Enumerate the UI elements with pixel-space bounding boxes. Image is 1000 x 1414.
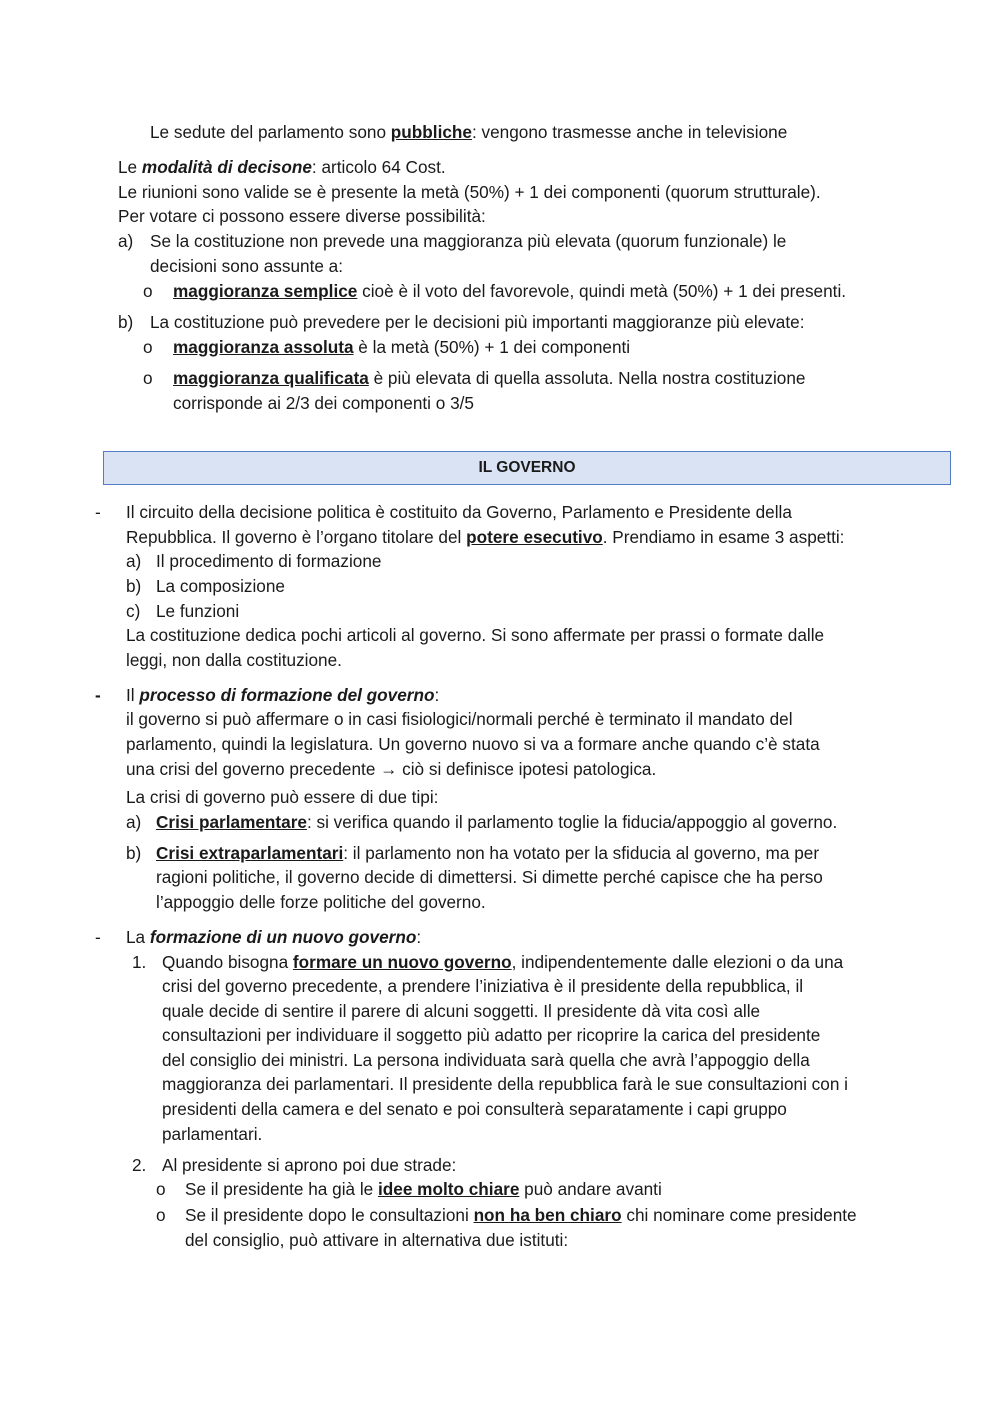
paragraph-processo-line2: parlamento, quindi la legislatura. Un governo nuovo si va a formare anche quando c’è stata	[126, 734, 820, 754]
aspect-marker: b)	[126, 576, 142, 596]
bullet-o: o	[156, 1205, 166, 1225]
numbered-marker-2: 2.	[132, 1155, 147, 1175]
heading-formazione: La formazione di un nuovo governo:	[126, 927, 422, 947]
list-item-b-line: La costituzione può prevedere per le decisioni più importanti maggioranze più elevate:	[150, 312, 805, 332]
list-item-crisi-parlamentare: Crisi parlamentare: si verifica quando il parlamento toglie la fiducia/appoggio al governo.	[156, 812, 838, 832]
list-marker-a: a)	[118, 231, 134, 251]
bullet-o: o	[143, 337, 153, 357]
aspect-marker: c)	[126, 601, 141, 621]
aspect-item: La composizione	[156, 576, 285, 596]
numbered-item-1-line2: crisi del governo precedente, a prendere l’iniziativa è il presidente della repubblica, il	[162, 976, 804, 996]
list-item-crisi-extra-line3: l’appoggio delle forze politiche del governo.	[156, 892, 486, 912]
numbered-item-1-line5: del consiglio dei ministri. La persona individuata sarà quella che avrà l’appoggio della	[162, 1050, 810, 1070]
numbered-marker-1: 1.	[132, 952, 147, 972]
list-item-semplice: maggioranza semplice cioè è il voto del favorevole, quindi metà (50%) + 1 dei presenti.	[173, 281, 847, 301]
section-heading: IL GOVERNO	[478, 459, 576, 476]
numbered-item-1-line1: Quando bisogna formare un nuovo governo, indipendentemente dalle elezioni o da una	[162, 952, 844, 972]
list-item-non-chiaro-line1: Se il presidente dopo le consultazioni non ha ben chiaro chi nominare come presidente	[185, 1205, 857, 1225]
list-item-crisi-extra-line1: Crisi extraparlamentari: il parlamento non ha votato per la sfiducia al governo, ma per	[156, 843, 820, 863]
dash-bullet: -	[95, 685, 101, 705]
list-marker-crisi-a: a)	[126, 812, 142, 832]
list-item-a-line2: decisioni sono assunte a:	[150, 256, 344, 276]
paragraph-processo-line1: il governo si può affermare o in casi fisiologici/normali perché è terminato il mandato del	[126, 709, 793, 729]
numbered-item-1-line6: maggioranza dei parlamentari. Il presidente della repubblica farà le sue consultazioni con i	[162, 1074, 848, 1094]
paragraph-circuito-line2: Repubblica. Il governo è l’organo titolare del potere esecutivo. Prendiamo in esame 3 aspetti:	[126, 527, 845, 547]
numbered-item-1-line3: quale decide di sentire il parere di alcuni soggetti. Il presidente dà vita così alle	[162, 1001, 761, 1021]
section-heading-banner	[103, 451, 951, 485]
paragraph-processo-line3: una crisi del governo precedente → ciò si definisce ipotesi patologica.	[126, 759, 657, 779]
bullet-o: o	[156, 1179, 166, 1199]
numbered-item-1-line7: presidenti della camera e del senato e poi consulterà separatamente i capi gruppo	[162, 1099, 787, 1119]
list-item-crisi-extra-line2: ragioni politiche, il governo decide di dimettersi. Si dimette perché capisce che ha perso	[156, 867, 823, 887]
heading-processo: Il processo di formazione del governo:	[126, 685, 440, 705]
aspect-marker: a)	[126, 551, 142, 571]
list-item-idee: Se il presidente ha già le idee molto chiare può andare avanti	[185, 1179, 662, 1199]
list-marker-crisi-b: b)	[126, 843, 142, 863]
paragraph-crisi-tipi: La crisi di governo può essere di due tipi:	[126, 787, 439, 807]
dash-bullet: -	[95, 927, 101, 947]
numbered-item-1-line8: parlamentari.	[162, 1124, 263, 1144]
paragraph-riunioni: Le riunioni sono valide se è presente la metà (50%) + 1 dei componenti (quorum strutturale).	[118, 182, 821, 202]
paragraph-circuito-line1: Il circuito della decisione politica è costituito da Governo, Parlamento e Presidente della	[126, 502, 792, 522]
paragraph-modalita: Le modalità di decisone: articolo 64 Cost.	[118, 157, 446, 177]
list-item-a-line1: Se la costituzione non prevede una maggioranza più elevata (quorum funzionale) le	[150, 231, 787, 251]
paragraph-sedute: Le sedute del parlamento sono pubbliche: vengono trasmesse anche in televisione	[150, 122, 788, 142]
paragraph-articoli-line1: La costituzione dedica pochi articoli al governo. Si sono affermate per prassi o formate dalle	[126, 625, 825, 645]
paragraph-votare: Per votare ci possono essere diverse possibilità:	[118, 206, 486, 226]
numbered-item-2: Al presidente si aprono poi due strade:	[162, 1155, 457, 1175]
list-item-qualificata-line1: maggioranza qualificata è più elevata di quella assoluta. Nella nostra costituzione	[173, 368, 806, 388]
bullet-o: o	[143, 281, 153, 301]
paragraph-articoli-line2: leggi, non dalla costituzione.	[126, 650, 342, 670]
aspect-item: Il procedimento di formazione	[156, 551, 382, 571]
list-item-qualificata-line2: corrisponde ai 2/3 dei componenti o 3/5	[173, 393, 474, 413]
arrow-icon: →	[380, 759, 398, 779]
numbered-item-1-line4: consultazioni per individuare il soggetto più adatto per ricoprire la carica del presidente	[162, 1025, 821, 1045]
aspect-item: Le funzioni	[156, 601, 240, 621]
list-marker-b: b)	[118, 312, 134, 332]
bullet-o: o	[143, 368, 153, 388]
list-item-assoluta: maggioranza assoluta è la metà (50%) + 1 dei componenti	[173, 337, 631, 357]
list-item-non-chiaro-line2: del consiglio, può attivare in alternativa due istituti:	[185, 1230, 569, 1250]
dash-bullet: -	[95, 502, 101, 522]
